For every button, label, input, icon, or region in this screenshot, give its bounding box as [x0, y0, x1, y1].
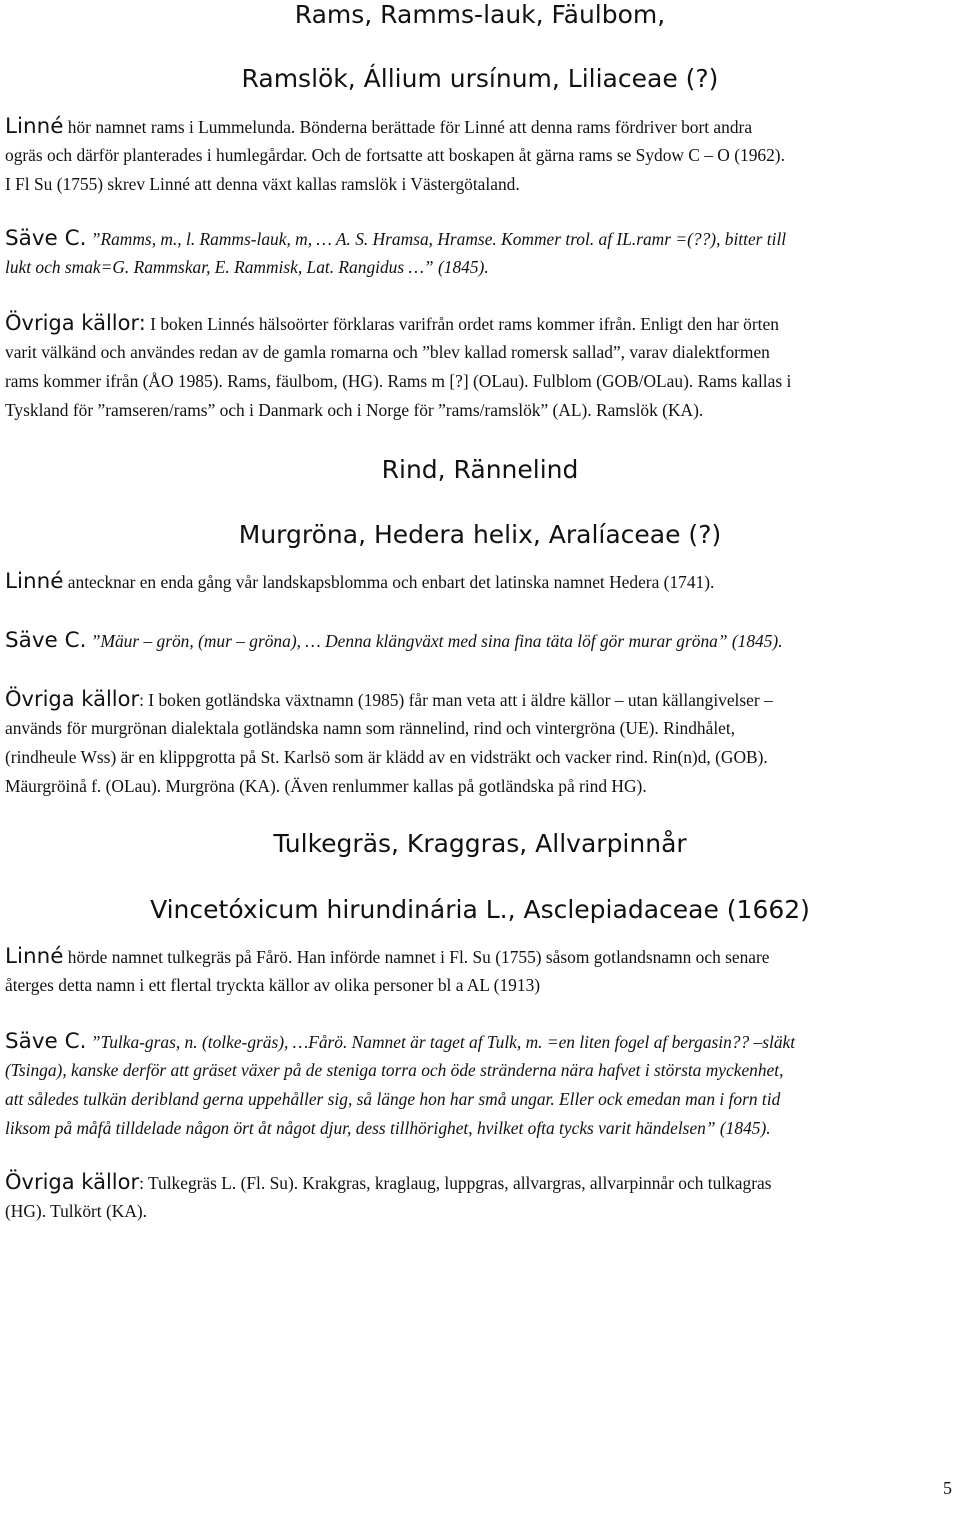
text-line: : I boken gotländska växtnamn (1985) får man veta att i äldre källor – utan källangivelser – — [139, 690, 773, 710]
text-line: ”Tulka-gras, n. (tolke-gräs), …Fårö. Namnet är taget af Tulk, m. =en liten fogel af bergasin?? –släkt — [86, 1032, 796, 1052]
section-title: Rams, Ramms-lauk, Fäulbom, — [294, 0, 666, 29]
text-line: (Tsinga), kanske derför att gräset växer på de steniga torra och öde stränderna nära hafvet i största myckenhet, — [5, 1060, 784, 1080]
linne-label: Linné — [5, 944, 64, 969]
text-line: ”Ramms, m., l. Ramms-lauk, m, … A. S. Hramsa, Hramse. Kommer trol. af IL.ramr =(??), bitter till — [86, 229, 787, 249]
save-paragraph — [5, 626, 955, 655]
ovriga-paragraph — [5, 309, 955, 425]
section-subtitle: Murgröna, Hedera helix, Aralíaceae (?) — [238, 520, 722, 549]
text-line: hörde namnet tulkegräs på Fårö. Han införde namnet i Fl. Su (1755) såsom gotlandsnamn och senare — [63, 947, 770, 967]
text-line: används för murgrönan dialektala gotländska namn som rännelind, rind och vintergröna (UE). Rindhålet, — [5, 718, 736, 738]
text-line: (HG). Tulkört (KA). — [5, 1201, 148, 1221]
linne-paragraph — [5, 567, 955, 596]
text-line: : Tulkegräs L. (Fl. Su). Krakgras, kraglaug, luppgras, allvargras, allvarpinnår och tulkagras — [139, 1173, 772, 1193]
text-line: ”Mäur – grön, (mur – gröna), … Denna klängväxt med sina fina täta löf gör murar gröna” (1845). — [86, 631, 783, 651]
save-paragraph — [5, 1027, 955, 1143]
text-line: ogräs och därför planterades i humlegårdar. Och de fortsatte att boskapen åt gärna rams se Sydow C – O (1962). — [5, 145, 785, 165]
section-title: Rind, Rännelind — [381, 455, 579, 484]
text-line: (rindheule Wss) är en klippgrotta på St. Karlsö som är klädd av en vidsträkt och vacker rind. Rin(n)d, (GOB). — [5, 747, 768, 767]
ovriga-label: Övriga källor — [5, 1170, 140, 1194]
text-line: varit välkänd och användes redan av de gamla romarna och ”blev kallad romersk sallad”, varav dialektformen — [5, 342, 770, 362]
text-line: Mäurgröinå f. (OLau). Murgröna (KA). (Även renlummer kallas på gotländska på rind HG). — [5, 776, 647, 796]
text-line: liksom på måfå tilldelade någon ört åt något djur, dess tillhörighet, hvilket ofta tycks varit händelsen” (1845). — [5, 1118, 771, 1138]
ovriga-label: Övriga källor: — [5, 311, 146, 335]
save-label: Säve C. — [5, 628, 87, 653]
text-line: Tyskland för ”ramseren/rams” och i Danmark och i Norge för ”rams/ramslök” (AL). Ramslök (KA). — [5, 400, 704, 420]
save-label: Säve C. — [5, 226, 87, 251]
text-line: I Fl Su (1755) skrev Linné att denna växt kallas ramslök i Västergötaland. — [5, 174, 520, 194]
section-subtitle: Ramslök, Állium ursínum, Liliaceae (?) — [241, 64, 719, 93]
page-number: 5 — [943, 1478, 952, 1498]
text-line: att således tulkän deribland gerna uppehåller sig, så länge hon har små ungar. Eller ock emedan man i forn tid — [5, 1089, 781, 1109]
save-label: Säve C. — [5, 1029, 87, 1054]
linne-paragraph — [5, 112, 955, 199]
text-line: I boken Linnés hälsoörter förklaras varifrån ordet rams kommer ifrån. Enligt den har örten — [145, 314, 779, 334]
text-line: rams kommer ifrån (ÅO 1985). Rams, fäulbom, (HG). Rams m [?] (OLau). Fulblom (GOB/OLau). Rams kallas i — [5, 371, 792, 391]
section-title: Tulkegräs, Kraggras, Allvarpinnår — [273, 829, 687, 858]
text-line: återges detta namn i ett flertal tryckta källor av olika personer bl a AL (1913) — [5, 975, 541, 995]
ovriga-paragraph — [5, 1168, 955, 1226]
ovriga-paragraph — [5, 685, 955, 801]
text-line: lukt och smak=G. Rammskar, E. Rammisk, Lat. Rangidus …” (1845). — [5, 257, 489, 277]
ovriga-label: Övriga källor — [5, 687, 140, 711]
save-paragraph — [5, 224, 955, 282]
text-line: antecknar en enda gång vår landskapsblomma och enbart det latinska namnet Hedera (1741). — [63, 572, 715, 592]
linne-paragraph — [5, 942, 955, 1000]
section-subtitle: Vincetóxicum hirundinária L., Asclepiadaceae (1662) — [150, 895, 810, 924]
linne-label: Linné — [5, 114, 64, 139]
text-line: hör namnet rams i Lummelunda. Bönderna berättade för Linné att denna rams fördriver bort andra — [63, 117, 753, 137]
linne-label: Linné — [5, 569, 64, 594]
